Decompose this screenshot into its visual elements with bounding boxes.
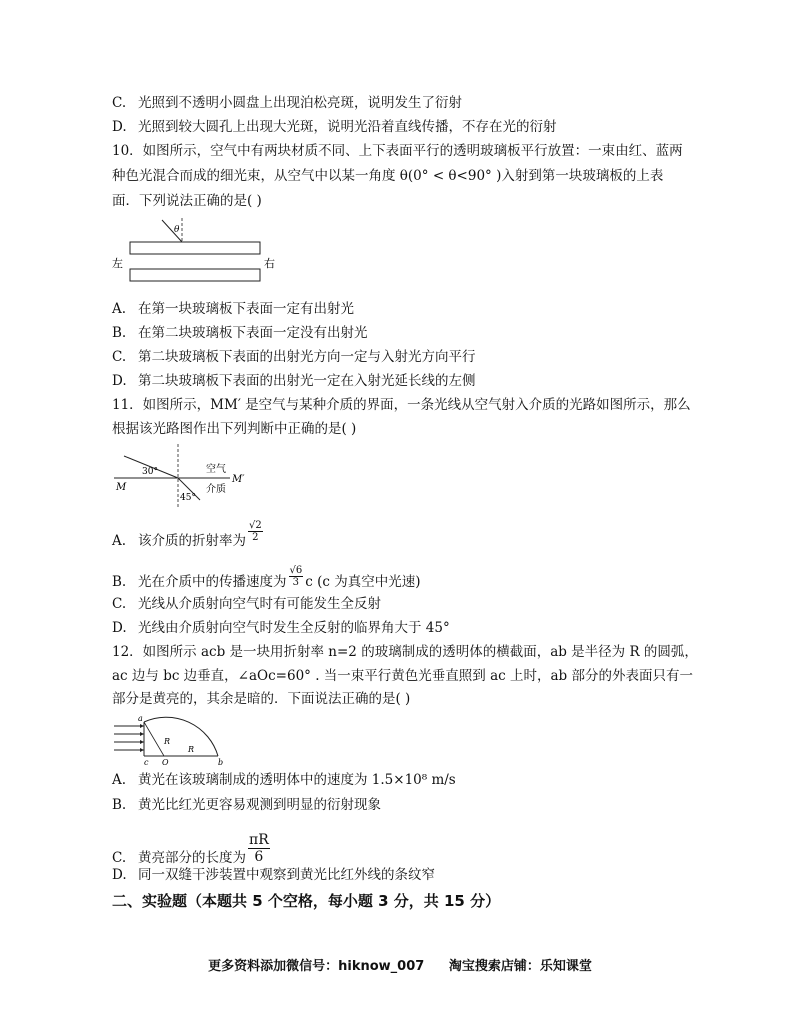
option-label: C.	[112, 596, 127, 612]
option-label: C.	[112, 349, 127, 365]
option-text: 第二块玻璃板下表面的出射光一定在入射光延长线的左侧	[138, 373, 476, 389]
option-text: 黄光在该玻璃制成的透明体中的速度为 1.5×10⁸ m/s	[138, 772, 456, 788]
q12-option-d	[112, 867, 435, 883]
q11-option-d	[112, 620, 450, 636]
fraction	[248, 520, 263, 543]
option-text: 光照到较大圆孔上出现大光斑，说明光沿着直线传播，不存在光的衍射	[138, 119, 557, 135]
q12-figure	[110, 712, 234, 768]
option-label: D.	[112, 373, 127, 389]
option-label: C.	[112, 95, 127, 111]
q12-stem-line1: 12．如图所示 acb 是一块用折射率 n=2 的玻璃制成的透明体的横截面，ab 是半径为 R 的圆弧，	[112, 644, 698, 660]
option-text: 光线从介质射向空气时有可能发生全反射	[138, 596, 381, 612]
q12-option-b	[112, 797, 381, 813]
fraction	[289, 565, 304, 588]
q11-stem-line1: 11．如图所示，MM′ 是空气与某种介质的界面，一条光线从空气射入介质的光路如图所示，那么	[112, 397, 691, 413]
fraction-denominator: 6	[254, 849, 264, 865]
option-label: A.	[112, 533, 127, 549]
fraction-denominator: 3	[292, 577, 300, 588]
right-label: 右	[264, 257, 275, 270]
option-label: A.	[112, 301, 127, 317]
q10-option-a	[112, 301, 354, 317]
q10-option-c	[112, 349, 476, 365]
option-text: 在第二块玻璃板下表面一定没有出射光	[138, 325, 368, 341]
option-label: B.	[112, 797, 127, 813]
option-label: A.	[112, 772, 127, 788]
angle-45-label: 45°	[180, 493, 196, 503]
radius-label-2: R	[188, 745, 195, 754]
q10-option-b	[112, 325, 368, 341]
q10-option-d	[112, 373, 476, 389]
point-a-label: a	[138, 714, 143, 723]
point-b-label: b	[218, 758, 224, 767]
point-c-label: c	[144, 758, 149, 767]
fraction	[248, 832, 270, 865]
q12-stem-line3: 部分是黄亮的，其余是暗的．下面说法正确的是( )	[112, 691, 411, 707]
q11-option-b	[112, 565, 421, 594]
theta-label: θ	[174, 225, 180, 235]
angle-30-label: 30°	[142, 467, 158, 477]
q11-option-c	[112, 596, 381, 612]
option-label: B.	[112, 325, 127, 341]
q10-stem-line2: 种色光混合而成的细光束，从空气中以某一角度 θ(0° < θ<90° )入射到第一块玻璃板的上表	[112, 168, 664, 184]
q12-stem-line2: ac 边与 bc 边垂直，∠aOc=60° . 当一束平行黄色光垂直照到 ac 上时，ab 部分的外表面只有一	[112, 668, 693, 684]
q11-figure	[110, 442, 250, 510]
section-heading: 二、实验题（本题共 5 个空格，每小题 3 分，共 15 分）	[112, 892, 501, 910]
q12-option-a	[112, 772, 456, 788]
air-label: 空气	[206, 464, 226, 475]
fraction-numerator: πR	[249, 832, 269, 848]
option-text: 黄光比红光更容易观测到明显的衍射现象	[138, 797, 381, 813]
option-label: D.	[112, 867, 127, 883]
fraction-numerator: √6	[289, 565, 303, 576]
m-right-label: M′	[232, 474, 245, 485]
option-label: D.	[112, 119, 127, 135]
medium-label: 介质	[206, 484, 226, 495]
option-label: D.	[112, 620, 127, 636]
m-left-label: M	[116, 482, 127, 493]
q11-stem-line2: 根据该光路图作出下列判断中正确的是( )	[112, 421, 357, 437]
q10-figure	[110, 212, 280, 292]
option-text: 第二块玻璃板下表面的出射光方向一定与入射光方向平行	[138, 349, 476, 365]
radius-label-1: R	[164, 737, 171, 746]
q9-option-d	[112, 119, 557, 135]
fraction-numerator: √2	[249, 520, 262, 531]
option-text: 黄亮部分的长度为	[138, 850, 246, 866]
option-text: 该介质的折射率为	[138, 533, 246, 549]
option-tail: c (c 为真空中光速)	[305, 574, 421, 590]
point-o-label: O	[162, 758, 169, 767]
option-text: 在第一块玻璃板下表面一定有出射光	[138, 301, 354, 317]
fraction-denominator: 2	[252, 532, 259, 543]
option-text: 同一双缝干涉装置中观察到黄光比红外线的条纹窄	[138, 867, 435, 883]
footer-wechat: 更多资料添加微信号：hiknow_007	[208, 959, 425, 974]
q11-option-a	[112, 520, 265, 553]
q10-stem-line3: 面．下列说法正确的是( )	[112, 193, 262, 209]
option-text: 光在介质中的传播速度为	[138, 574, 287, 590]
option-text: 光线由介质射向空气时发生全反射的临界角大于 45°	[138, 620, 450, 636]
option-label: B.	[112, 574, 127, 590]
option-text: 光照到不透明小圆盘上出现泊松亮斑，说明发生了衍射	[138, 95, 462, 111]
q10-stem-line1: 10．如图所示，空气中有两块材质不同、上下表面平行的透明玻璃板平行放置：一束由红、蓝两	[112, 143, 683, 159]
footer-taobao: 淘宝搜索店铺：乐知课堂	[448, 959, 592, 974]
option-label: C.	[112, 850, 127, 866]
left-label: 左	[112, 257, 123, 270]
page-footer	[0, 955, 800, 974]
q9-option-c	[112, 95, 462, 111]
